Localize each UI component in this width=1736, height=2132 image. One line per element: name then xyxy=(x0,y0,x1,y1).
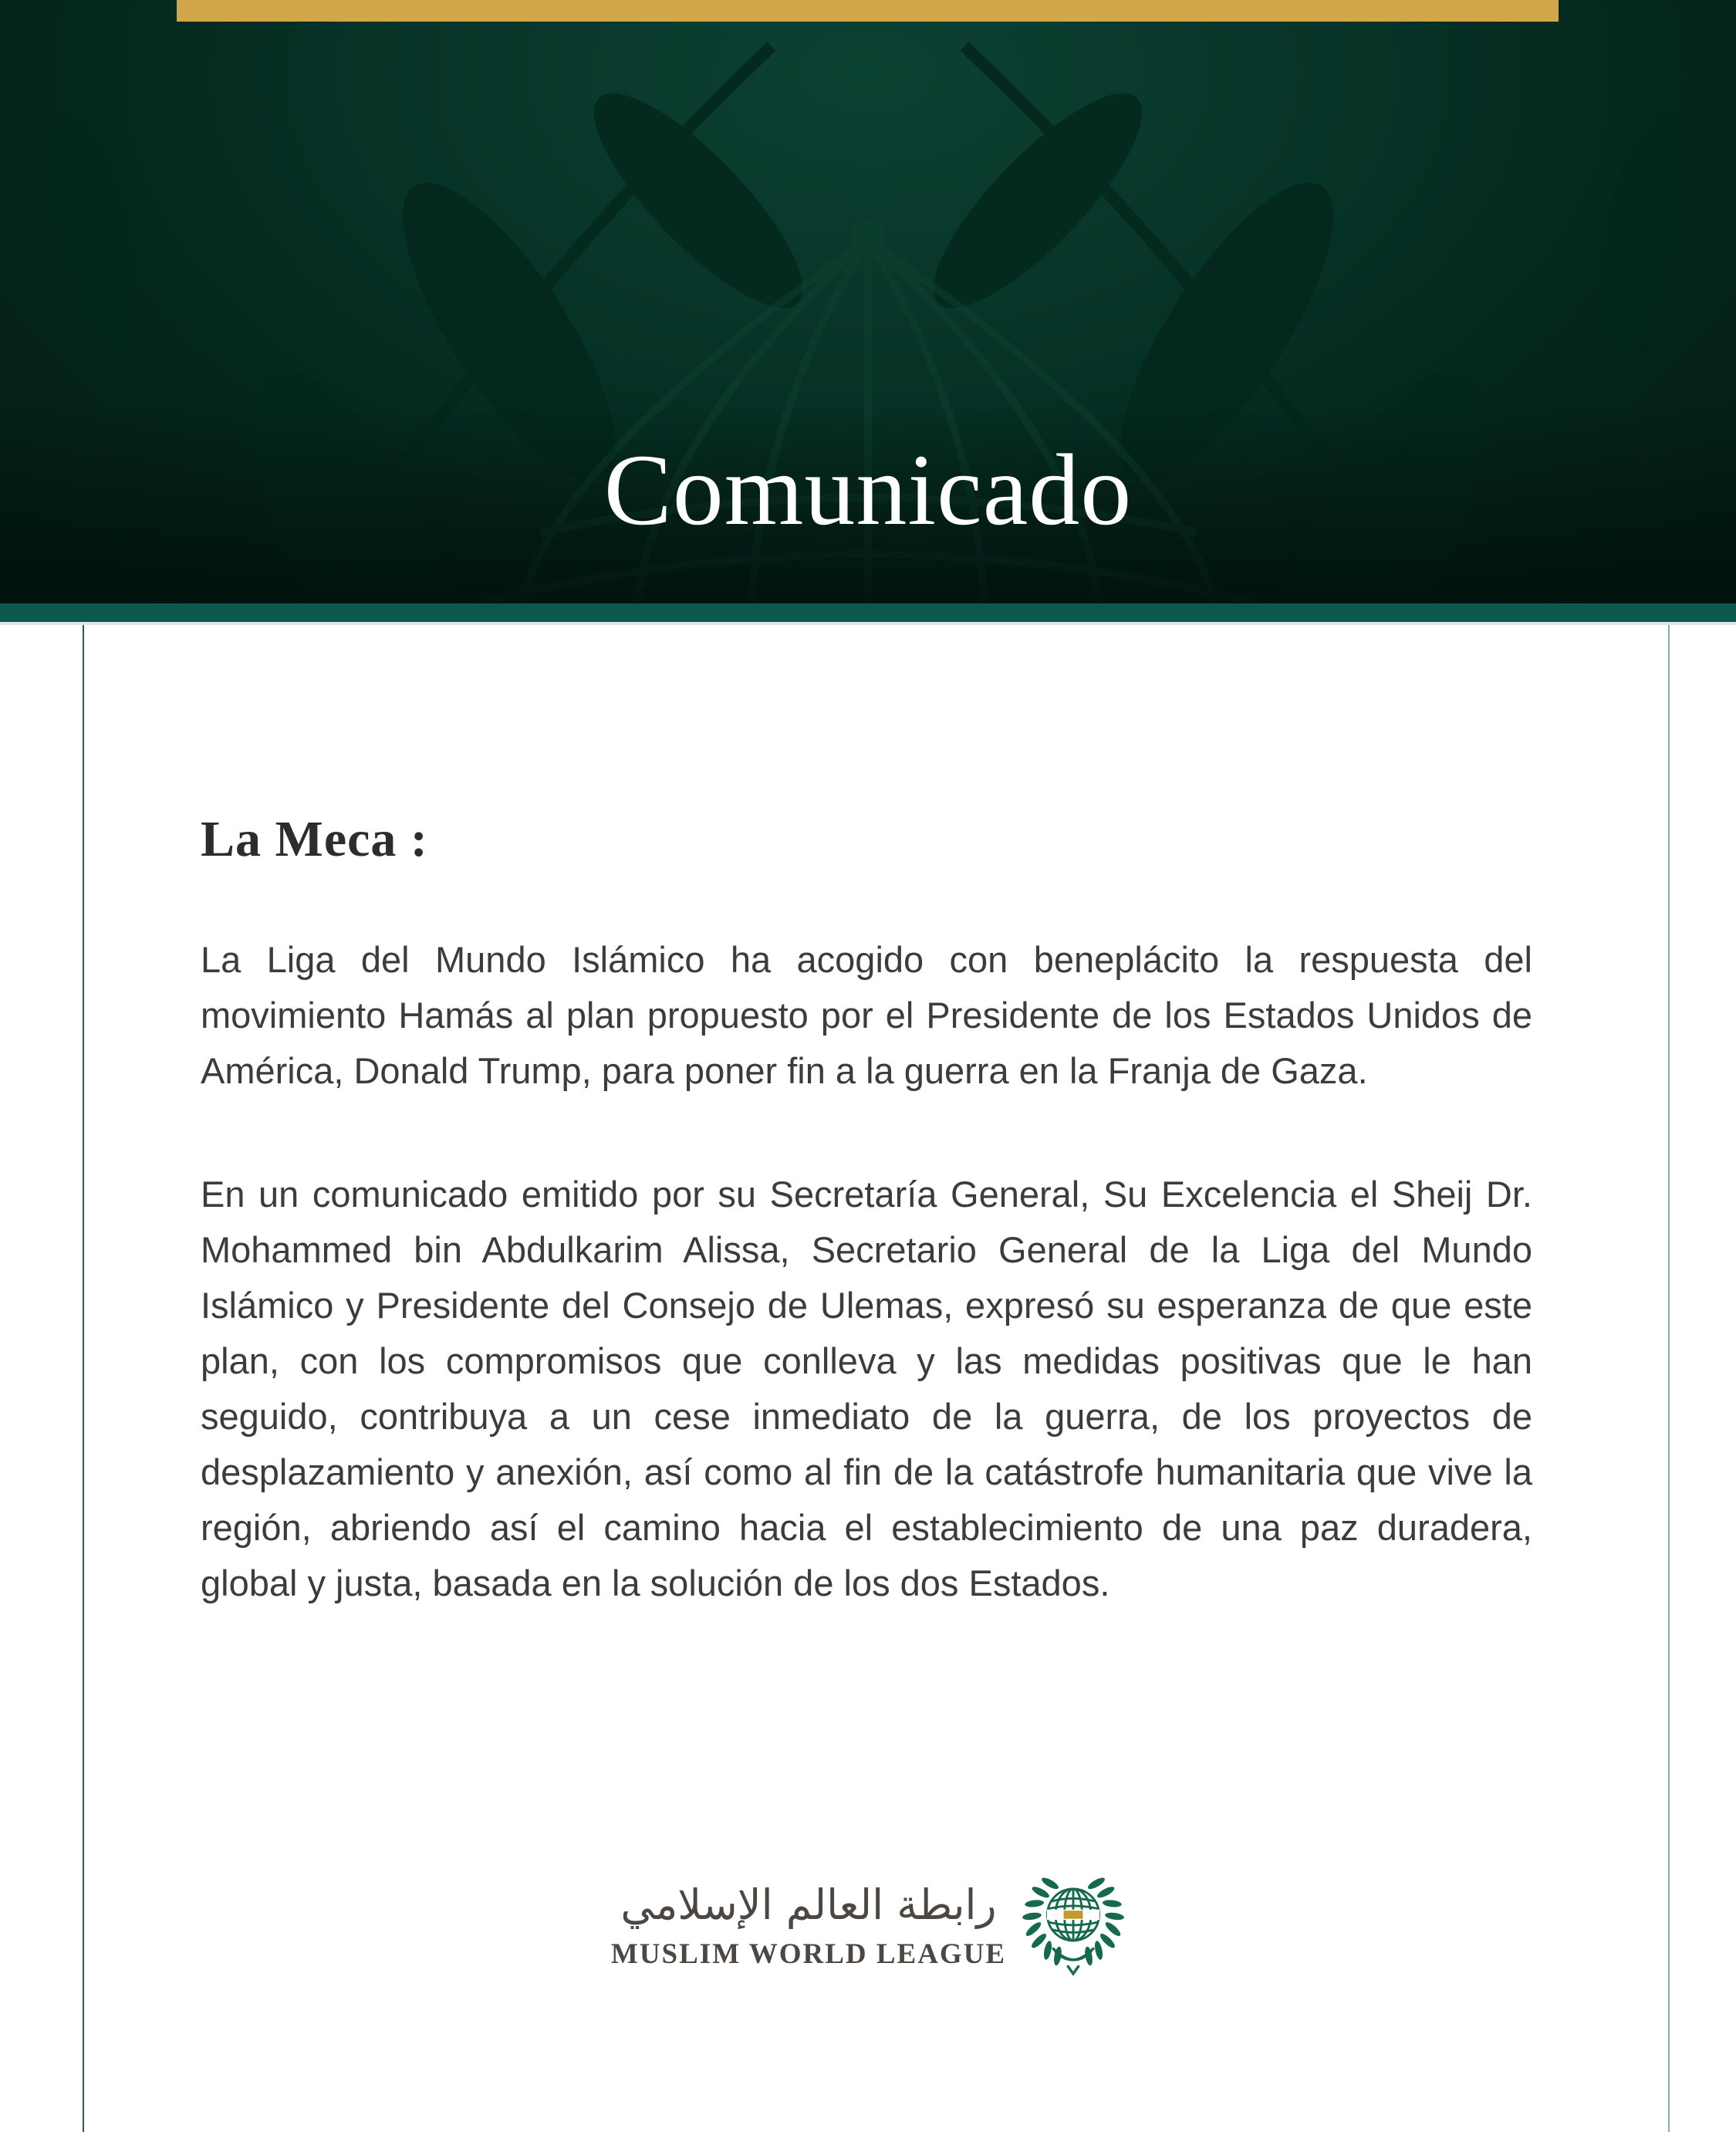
paragraph-2: En un comunicado emitido por su Secretaría General, Su Excelencia el Sheij Dr. Mohammed bin Abdulkarim Alissa, Secretario General de la Liga del Mundo Islámico y Presidente del Consejo de Ulemas, expresó su esperanza de que este plan, con los compromisos que conlleva y las medidas positivas que le han seguido, contribuya a un cese inmediato de la guerra, de los proyectos de desplazamiento y anexión, así como al fin de la catástrofe humanitaria que vive la región, abriendo así el camino hacia el establecimiento de una paz duradera, global y justa, basada en la solución de los dos Estados. xyxy=(201,1173,1532,1603)
location-heading: La Meca : xyxy=(201,811,428,867)
globe-laurel-wreath-emblem-icon xyxy=(1022,1867,1125,1977)
mwl-arabic-calligraphy: رابطة العالم الإسلامي xyxy=(620,1880,997,1930)
organization-logo xyxy=(0,1867,1736,1977)
gold-accent-bar xyxy=(177,0,1559,22)
paragraph-1: La Liga del Mundo Islámico ha acogido con beneplácito la respuesta del movimiento Hamás al plan propuesto por el Presidente de los Estados Unidos de América, Donald Trump, para poner fin a la guerra en la Franja de Gaza. xyxy=(201,938,1532,1091)
header-banner xyxy=(0,0,1736,603)
mwl-english-name: MUSLIM WORLD LEAGUE xyxy=(610,1938,1007,1971)
logo-text-block xyxy=(611,1874,1006,1971)
teal-divider-bar xyxy=(0,603,1736,625)
document-body xyxy=(201,810,1532,1611)
page-title: Comunicado xyxy=(603,433,1133,546)
kaaba-gold-block xyxy=(1064,1911,1083,1919)
